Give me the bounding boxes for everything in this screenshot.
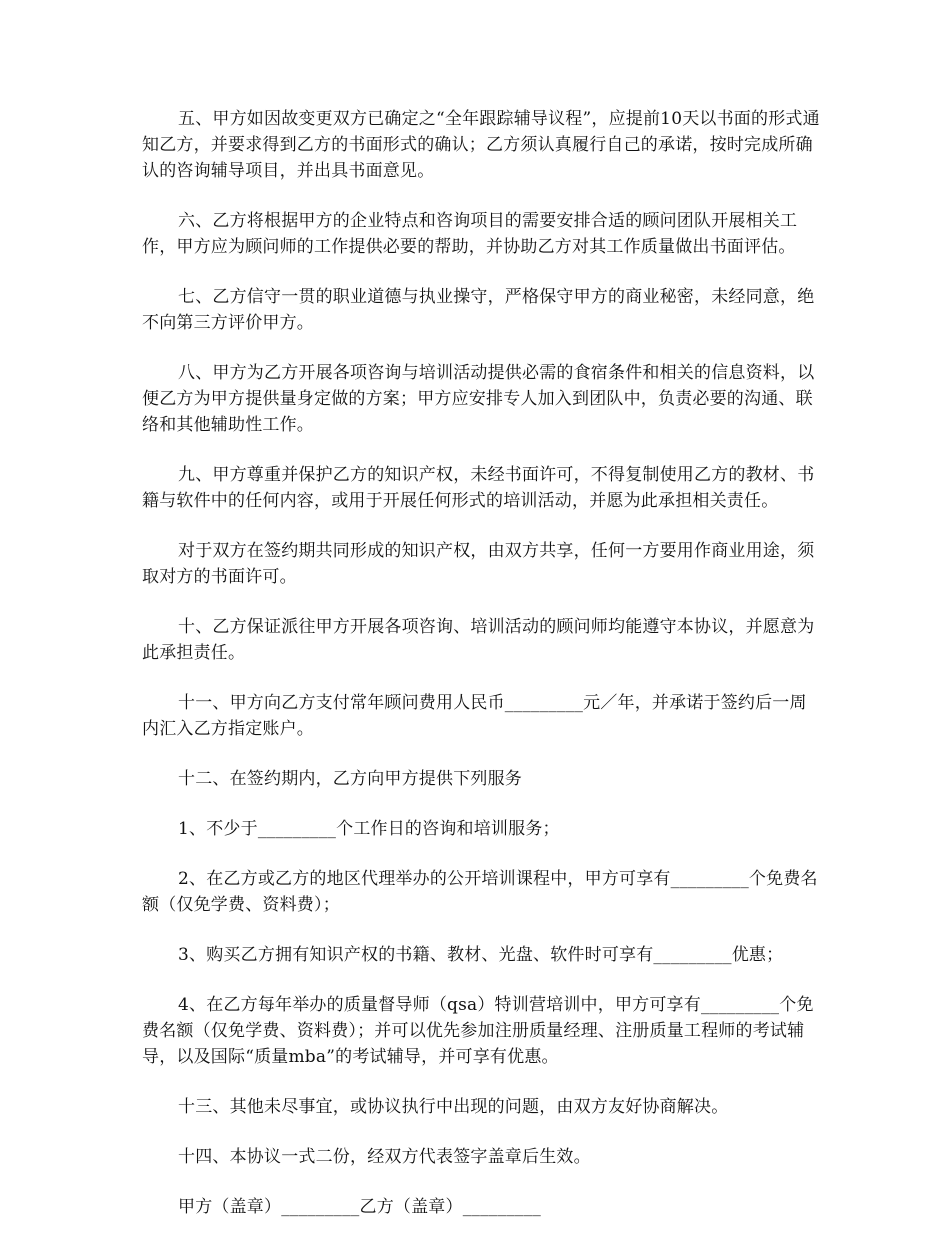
clause-7: 七、乙方信守一贯的职业道德与执业操守，严格保守甲方的商业秘密，未经同意，绝不向第三方评价甲方。 <box>142 287 815 333</box>
clause-11: 十一、甲方向乙方支付常年顾问费用人民币_________元／年，并承诺于签约后一周内汇入乙方指定账户。 <box>142 693 807 739</box>
clause-9: 九、甲方尊重并保护乙方的知识产权，未经书面许可，不得复制使用乙方的教材、书籍与软件中的任何内容，或用于开展任何形式的培训活动，并愿为此承担相关责任。 <box>142 465 815 511</box>
signature-line: 甲方（盖章）_________乙方（盖章）_________ <box>178 1197 541 1217</box>
clause-13: 十三、其他未尽事宜，或协议执行中出现的问题，由双方友好协商解决。 <box>178 1097 729 1117</box>
service-item-1: 1、不少于_________个工作日的咨询和培训服务； <box>178 819 560 839</box>
service-item-4: 4、在乙方每年举办的质量督导师（qsa）特训营培训中，甲方可享有_________个免费名额（仅免学费、资料费）；并可以优先参加注册质量经理、注册质量工程师的考试辅导，以及国际“质量mba”的考试辅导，并可享有优惠。 <box>142 995 814 1067</box>
clause-8: 八、甲方为乙方开展各项咨询与培训活动提供必需的食宿条件和相关的信息资料，以便乙方为甲方提供量身定做的方案；甲方应安排专人加入到团队中，负责必要的沟通、联络和其他辅助性工作。 <box>142 363 815 435</box>
service-item-2: 2、在乙方或乙方的地区代理举办的公开培训课程中，甲方可享有_________个免费名额（仅免学费、资料费）； <box>142 869 818 915</box>
clause-12: 十二、在签约期内，乙方向甲方提供下列服务 <box>178 769 522 789</box>
document-body <box>142 106 822 1244</box>
clause-9-ip-sharing: 对于双方在签约期共同形成的知识产权，由双方共享，任何一方要用作商业用途，须取对方的书面许可。 <box>142 541 815 587</box>
clause-6: 六、乙方将根据甲方的企业特点和咨询项目的需要安排合适的顾问团队开展相关工作，甲方应为顾问师的工作提供必要的帮助，并协助乙方对其工作质量做出书面评估。 <box>142 211 798 257</box>
service-item-3: 3、购买乙方拥有知识产权的书籍、教材、光盘、软件时可享有_________优惠； <box>178 945 784 965</box>
clause-14: 十四、本协议一式二份，经双方代表签字盖章后生效。 <box>178 1147 591 1167</box>
clause-5: 五、甲方如因故变更双方已确定之“全年跟踪辅导议程”，应提前10天以书面的形式通知乙方，并要求得到乙方的书面形式的确认；乙方须认真履行自己的承诺，按时完成所确认的咨询辅导项目，并出具书面意见。 <box>142 109 820 181</box>
clause-10: 十、乙方保证派往甲方开展各项咨询、培训活动的顾问师均能遵守本协议，并愿意为此承担责任。 <box>142 617 815 663</box>
